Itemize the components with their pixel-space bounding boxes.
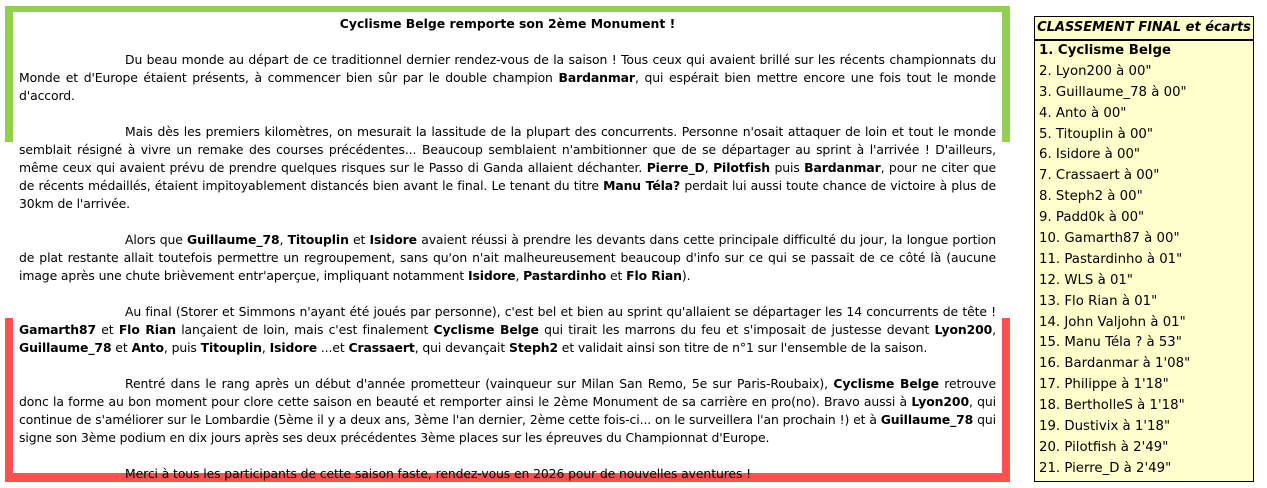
participant-name: Guillaume_78	[19, 340, 112, 355]
paragraph-text: ...et	[317, 340, 349, 355]
participant-name: Guillaume_78	[187, 232, 280, 247]
paragraph-text: Rentré dans le rang après un début d'année prometteur (vainqueur sur Milan San Remo, 5e sur Paris-Roubaix),	[125, 376, 834, 391]
article-paragraph	[19, 465, 996, 483]
ranking-list	[1035, 41, 1253, 480]
article-paragraph	[19, 123, 996, 213]
article-title: Cyclisme Belge remporte son 2ème Monument !	[339, 16, 676, 31]
participant-name: Steph2	[509, 340, 558, 355]
ranking-entry: 1. Cyclisme Belge	[1039, 43, 1172, 58]
paragraph-text: , qui espérait bien mettre encore une fois tout le monde d'accord.	[19, 70, 996, 103]
paragraph-text: ).	[681, 268, 691, 283]
ranking-entry: 17. Philippe à 1'18"	[1039, 377, 1169, 393]
ranking-entry: 13. Flo Rian à 01"	[1039, 293, 1158, 309]
ranking-entry: 18. BerthollеS à 1'18"	[1039, 398, 1185, 414]
participant-name: Bardanmar	[804, 160, 881, 175]
paragraph-text: Mais dès les premiers kilomètres, on mesurait la lassitude de la plupart des concurrents. Personne n'osait attaquer de loin et tout le monde semblait résigné à vivre un remake des courses précédentes... Beaucoup semblaient n'ambitionner que de se départager au sprint à l'arrivée ! D'ailleurs, même ceux qui avaient prévu de prendre quelques risques sur le Passo di Ganda allaient déchanter.	[19, 124, 996, 175]
paragraph-text: , qui devançait	[414, 340, 509, 355]
participant-name: Flo Rian	[118, 322, 176, 337]
article-paragraph	[19, 303, 996, 357]
article-paragraph	[19, 51, 996, 105]
paragraph-text: et	[111, 340, 132, 355]
ranking-entry: 20. Pilotfish à 2'49"	[1039, 439, 1169, 455]
participant-name: Titouplin	[287, 232, 349, 247]
article-frame	[5, 6, 1010, 482]
ranking-entry: 21. Pierre_D à 2'49"	[1039, 460, 1172, 476]
paragraph-text: et	[348, 232, 370, 247]
participant-name: Lyon200	[911, 394, 969, 409]
article-body	[13, 12, 1002, 481]
ranking-entry: 16. Bardanmar à 1'08"	[1039, 356, 1191, 372]
ranking-entry: 6. Isidore à 00"	[1039, 147, 1141, 163]
ranking-entry: 14. John Valjohn à 01"	[1039, 314, 1186, 330]
paragraph-text: Au final (Storer et Simmons n'ayant été joués par personne), c'est bel et bien au sprint qu'allaient se départager les 14 concurrents de tête !	[125, 304, 996, 319]
participant-name: Guillaume_78	[880, 412, 974, 427]
ranking-panel	[1034, 16, 1254, 482]
ranking-entry: 4. Anto à 00"	[1039, 105, 1127, 121]
paragraph-text: retrouve donc la forme au bon moment pour clore cette saison en beauté et remporter ainsi le 2ème Monument de sa carrière en pro(no). Bravo aussi à	[19, 376, 997, 409]
paragraph-text: avaient réussi à prendre les devants dans cette principale difficulté du jour, la longue portion de plat restante allait toutefois permettre un regroupement, sans qu'on n'ait malheureusement beaucoup d'info sur ce qui se passait de ce côté là (aucune image après une chute brièvement entr'aperçue, impliquant notamment	[19, 232, 996, 283]
ranking-entry: 15. Manu Téla ? à 53"	[1039, 335, 1182, 351]
participant-name: Bardanmar	[558, 70, 635, 85]
ranking-entry: 9. Padd0k à 00"	[1039, 210, 1145, 226]
article-paragraph	[19, 231, 996, 285]
participant-name: Pilotfish	[713, 160, 771, 175]
ranking-entry: 11. Pastardinho à 01"	[1039, 251, 1183, 267]
participant-name: Anto	[131, 340, 164, 355]
paragraph-text: Alors que	[125, 232, 188, 247]
paragraph-text: ,	[515, 268, 524, 283]
participant-name: Gamarth87	[19, 322, 97, 337]
paragraph-text: ,	[992, 322, 997, 337]
participant-name: Cyclisme Belge	[833, 376, 939, 391]
ranking-entry: 5. Titouplin à 00"	[1039, 126, 1153, 142]
ranking-entry: 3. Guillaume_78 à 00"	[1039, 84, 1187, 100]
participant-name: Flo Rian	[626, 268, 682, 283]
ranking-entry: 2. Lyon200 à 00"	[1039, 63, 1152, 79]
paragraph-text: Du beau monde au départ de ce traditionnel dernier rendez-vous de la saison ! Tous ceux qui avaient brillé sur les récents championnats du Monde et d'Europe étaient présents, à commencer bien sûr par le double champion	[19, 52, 996, 85]
paragraph-text: , puis	[163, 340, 201, 355]
participant-name: Crassaert	[348, 340, 415, 355]
participant-name: Isidore	[369, 232, 417, 247]
paragraph-text: lançaient de loin, mais c'est finalement	[175, 322, 434, 337]
paragraph-text: perdait lui aussi toute chance de victoire à plus de 30km de l'arrivée.	[19, 178, 997, 211]
paragraph-text: ,	[704, 160, 714, 175]
participant-name: Manu Téla?	[603, 178, 681, 193]
participant-name: Pastardinho	[523, 268, 607, 283]
ranking-entry: 7. Crassaert à 00"	[1039, 168, 1160, 184]
paragraph-text: et validait ainsi son titre de n°1 sur l'ensemble de la saison.	[557, 340, 928, 355]
participant-name: Isidore	[269, 340, 317, 355]
participant-name: Isidore	[468, 268, 516, 283]
participant-name: Cyclisme Belge	[433, 322, 539, 337]
paragraph-text: et	[96, 322, 119, 337]
paragraph-text: puis	[770, 160, 805, 175]
participant-name: Pierre_D	[646, 160, 705, 175]
ranking-entry: 19. Dustivix à 1'18"	[1039, 419, 1171, 435]
article-paragraph	[19, 375, 996, 447]
article-paragraphs	[19, 51, 996, 483]
paragraph-text: , pour ne citer que de récents médaillés, étaient impitoyablement distancés bien avant le final. Le tenant du titre	[19, 160, 996, 193]
ranking-entry: 10. Gamarth87 à 00"	[1039, 231, 1180, 247]
paragraph-text: ,	[279, 232, 288, 247]
paragraph-text: , qui continue de s'améliorer sur le Lombardie (5ème il y a deux ans, 3ème l'an dernier, 2ème cette fois-ci... on le surveillera l'an prochain !) et à	[19, 394, 996, 427]
ranking-title: CLASSEMENT FINAL et écarts	[1035, 17, 1253, 41]
participant-name: Titouplin	[200, 340, 262, 355]
ranking-entry: 8. Steph2 à 00"	[1039, 189, 1143, 205]
paragraph-text: qui signe son 3ème podium en dix jours après ses deux précédentes 3ème places sur les épreuves du Championnat d'Europe.	[19, 412, 996, 445]
paragraph-text: Merci à tous les participants de cette saison faste, rendez-vous en 2026 pour de nouvelles aventures !	[125, 466, 752, 481]
participant-name: Lyon200	[934, 322, 993, 337]
paragraph-text: et	[606, 268, 627, 283]
ranking-entry: 12. WLS à 01"	[1039, 272, 1134, 288]
paragraph-text: ,	[261, 340, 270, 355]
paragraph-text: qui tirait les marrons du feu et s'imposait de justesse devant	[538, 322, 935, 337]
